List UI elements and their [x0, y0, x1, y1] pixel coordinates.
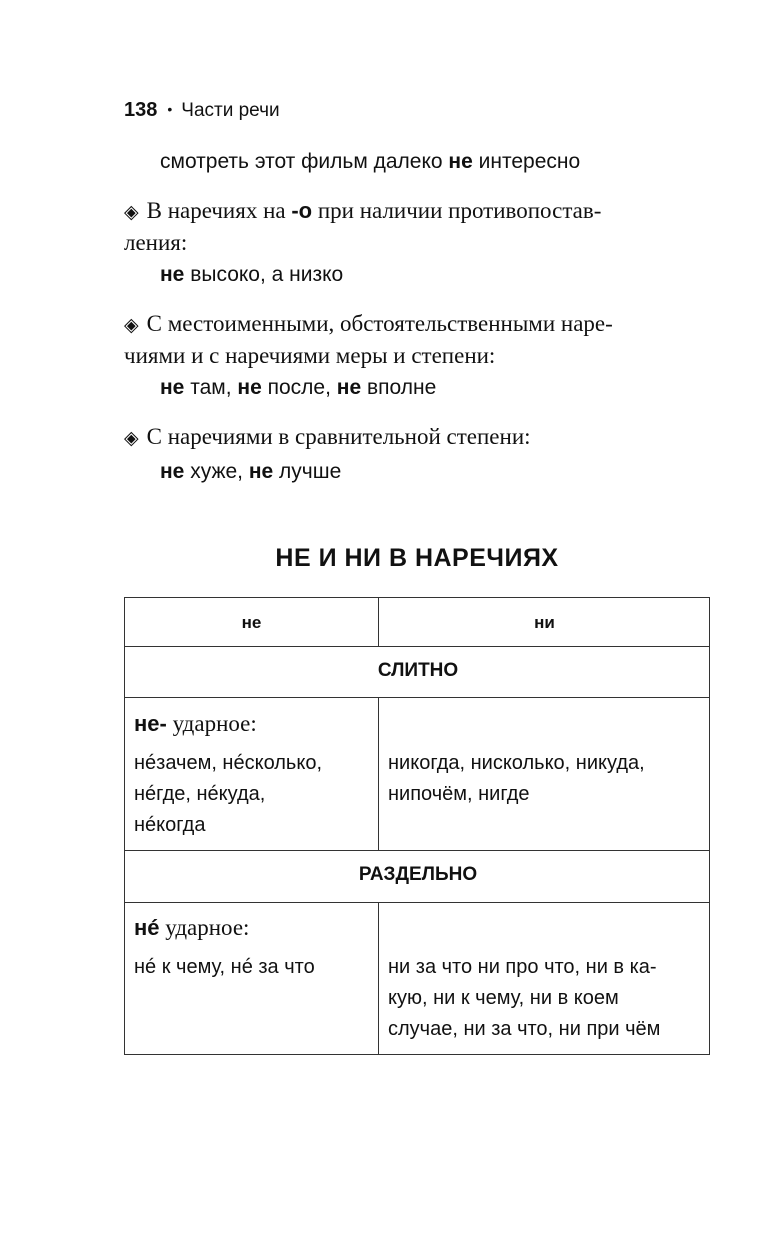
- table-divider: [125, 646, 709, 647]
- rule-text: чиями и с наречиями меры и степени:: [124, 343, 496, 368]
- table-divider: [125, 902, 709, 903]
- rule-2: [124, 309, 710, 371]
- ne-stressed-intro: [134, 915, 249, 941]
- example-text: смотреть этот фильм далеко: [160, 150, 449, 173]
- rule-text: В наречиях на: [146, 198, 292, 223]
- table-divider: [125, 697, 709, 698]
- diamond-bullet-icon: ◈: [124, 202, 139, 223]
- ne-ni-table: [124, 597, 710, 1055]
- example-line: случае, ни за что, ни при чём: [388, 1018, 661, 1040]
- table-divider: [125, 850, 709, 851]
- example-text: лучше: [273, 460, 342, 483]
- page-header: [124, 99, 280, 122]
- example-bold: не: [237, 376, 262, 399]
- rule-text: С наречиями в сравнительной степени:: [146, 424, 531, 449]
- rule-text: ления:: [124, 230, 188, 255]
- example-line: нéкогда: [134, 814, 206, 836]
- intro-text: ударное:: [159, 915, 250, 940]
- page-number: 138: [124, 99, 158, 121]
- rule-3: [124, 422, 710, 454]
- ne-examples-slitno: [134, 748, 322, 841]
- example-line: кую, ни к чему, ни в коем: [388, 987, 619, 1009]
- example-bold: не: [336, 376, 362, 399]
- rule-1-example: [160, 263, 343, 287]
- example-text: интересно: [472, 150, 581, 173]
- rule-text: С местоименными, обстоятельственными наре-: [146, 311, 613, 336]
- column-header-ni: ни: [534, 613, 555, 632]
- example-bold: не: [448, 150, 473, 173]
- example-text: высоко, а низко: [184, 263, 344, 286]
- table-title: НЕ И НИ В НАРЕЧИЯХ: [275, 544, 559, 572]
- example-bold: не: [160, 376, 185, 399]
- example-line: нипочём, нигде: [388, 783, 530, 805]
- rule-text: при наличии противопостав-: [312, 198, 602, 223]
- column-header-ne: не: [241, 613, 262, 632]
- example-line: нé к чему, нé за что: [134, 956, 315, 978]
- example-line: никогда, нисколько, никуда,: [388, 752, 645, 774]
- example-text: после,: [261, 376, 337, 399]
- example-line: нéгде, нéкуда,: [134, 783, 266, 805]
- example-line: нéзачем, нéсколько,: [134, 752, 322, 774]
- ni-examples-slitno: [388, 748, 645, 810]
- ni-examples-razdelno: [388, 952, 660, 1045]
- ne-stressed-intro: [134, 711, 257, 737]
- example-bold: не: [160, 263, 185, 286]
- header-bullet: •: [167, 101, 173, 117]
- intro-bold: нé: [134, 915, 160, 940]
- example-bold: не: [248, 460, 274, 483]
- section-label-razdelno: РАЗДЕЛЬНО: [358, 864, 478, 885]
- example-text: хуже,: [184, 460, 249, 483]
- diamond-bullet-icon: ◈: [124, 315, 139, 336]
- example-text: вполне: [361, 376, 437, 399]
- column-divider: [378, 902, 379, 1054]
- rule-bold: -о: [291, 198, 313, 223]
- intro-text: ударное:: [166, 711, 257, 736]
- example-bold: не: [160, 460, 185, 483]
- example-text: там,: [184, 376, 238, 399]
- rule-3-example: [160, 460, 341, 484]
- intro-example: [160, 150, 580, 174]
- rule-1: [124, 196, 710, 258]
- ne-examples-razdelno: [134, 952, 315, 983]
- section-label-slitno: СЛИТНО: [377, 660, 459, 681]
- intro-bold: не-: [134, 711, 167, 736]
- example-line: ни за что ни про что, ни в ка-: [388, 956, 657, 978]
- diamond-bullet-icon: ◈: [124, 428, 139, 449]
- rule-2-example: [160, 376, 436, 400]
- column-divider: [378, 697, 379, 850]
- chapter-title: Части речи: [181, 100, 280, 121]
